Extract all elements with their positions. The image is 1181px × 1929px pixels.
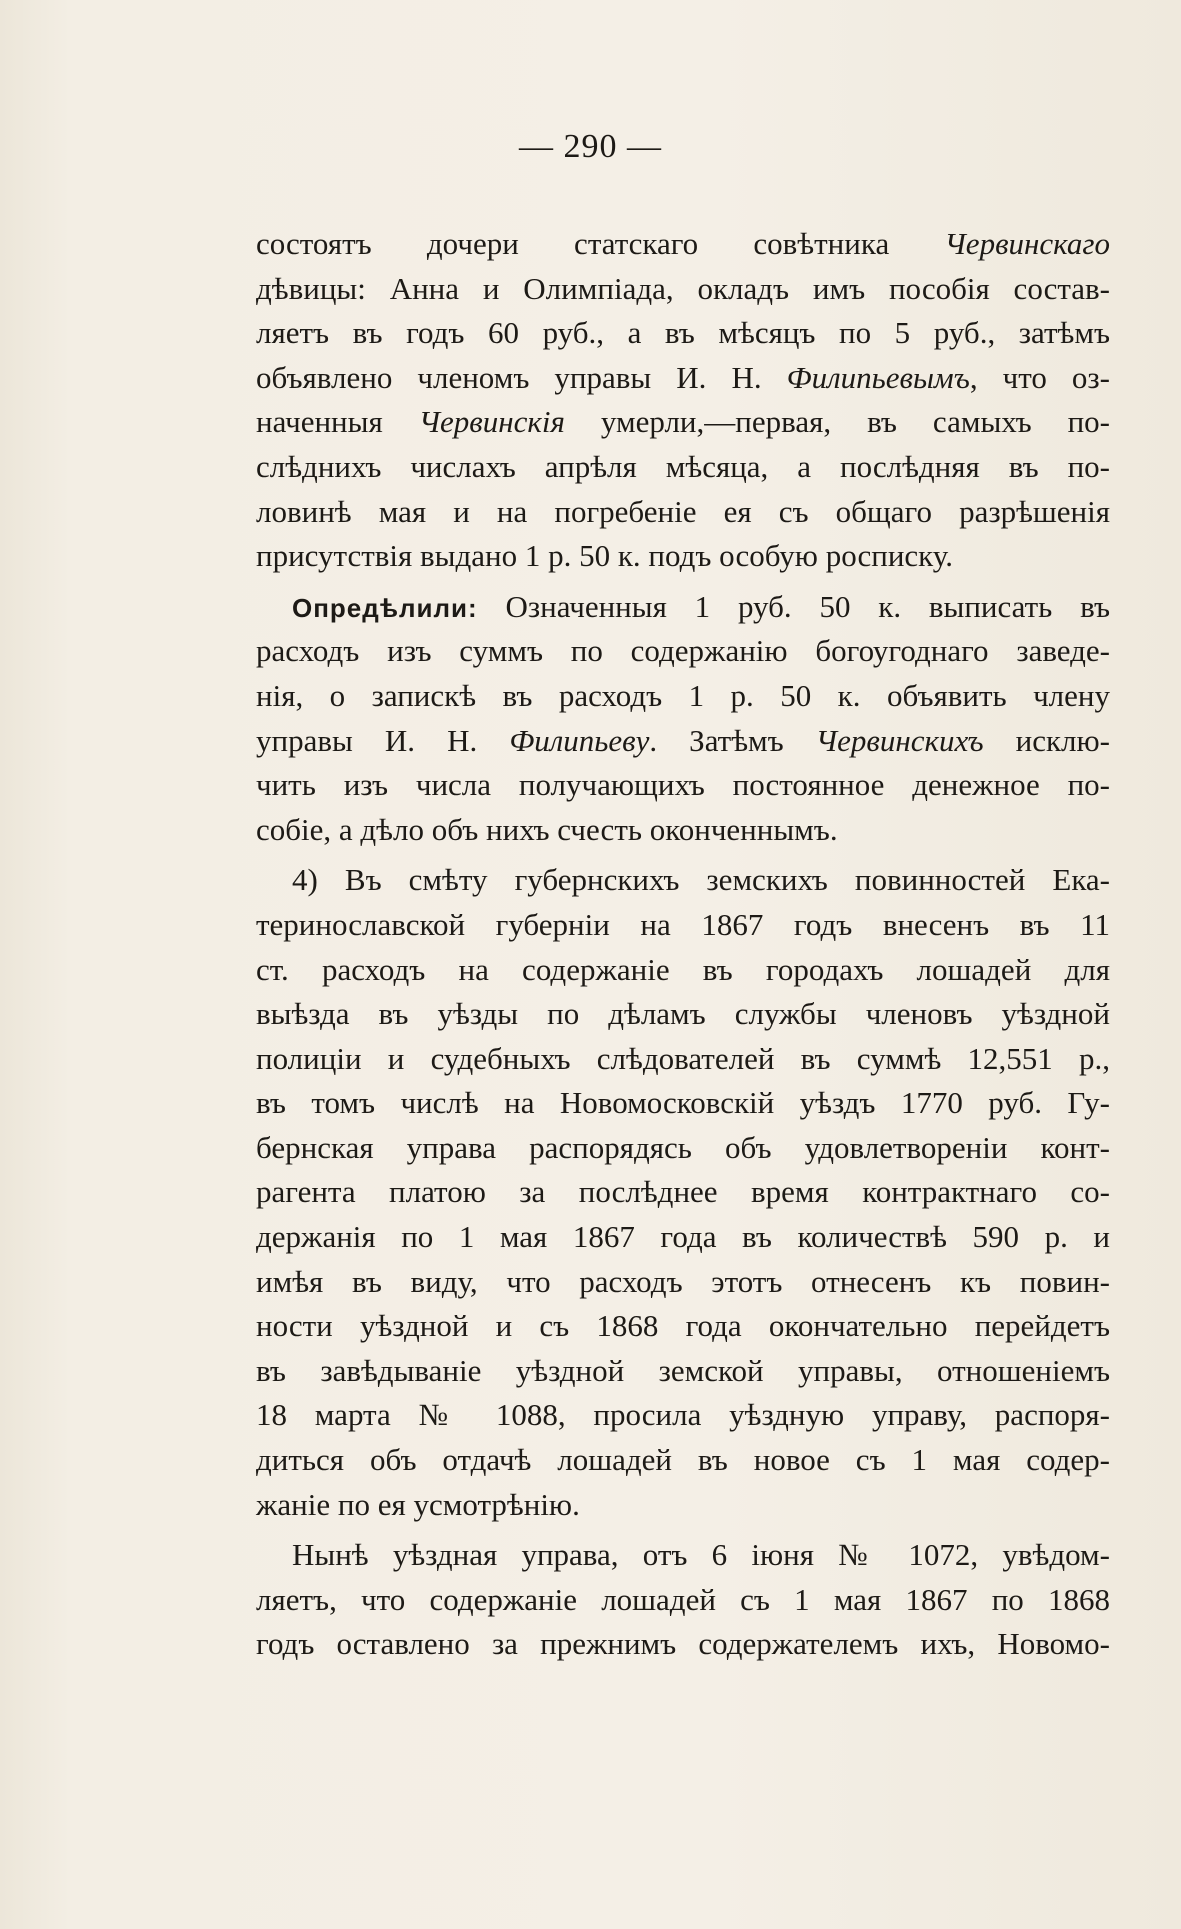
text-line [256,490,1110,535]
italic-name: Червинскія [418,404,565,440]
text-segment: ловинѣ мая и на погребеніе ея съ общаго разрѣшенія [256,493,1110,529]
page-number: — 290 — [519,128,662,165]
text-line [256,1533,1110,1578]
text-line [256,1215,1110,1260]
text-line [256,719,1110,764]
text-line [256,674,1110,719]
text-segment: бернская управа распорядясь объ удовлетвореніи конт- [256,1129,1110,1165]
text-line [256,1438,1110,1483]
text-segment: расходъ изъ суммъ по содержанію богоугоднаго заведе- [256,633,1110,669]
text-line [256,445,1110,490]
text-segment: жаніе по ея усмотрѣнію. [256,1486,580,1522]
text-segment: выѣзда въ уѣзды по дѣламъ службы членовъ уѣздной [256,996,1110,1032]
text-segment: полиціи и судебныхъ слѣдователей въ суммѣ 12,551 р., [256,1040,1110,1076]
text-segment: дѣвицы: Анна и Олимпіада, окладъ имъ пособія состав- [256,270,1110,306]
text-segment: ляетъ въ годъ 60 руб., а въ мѣсяцъ по 5 руб., затѣмъ [256,315,1110,351]
text-line [256,267,1110,312]
text-segment: держанія по 1 мая 1867 года въ количествѣ 590 р. и [256,1219,1110,1255]
text-line [256,808,1110,853]
text-line [256,1037,1110,1082]
text-segment: присутствія выдано 1 р. 50 к. подъ особую росписку. [256,538,953,574]
text-segment: собіе, а дѣло объ нихъ счесть оконченнымъ. [256,811,838,847]
text-segment: умерли,—первая, въ самыхъ по- [564,404,1110,440]
italic-name: Червинскаго [944,226,1110,261]
text-segment: ляетъ, что содержаніе лошадей съ 1 мая 1867 по 1868 [256,1581,1110,1617]
italic-name: Филипьеву [509,722,650,758]
text-segment: годъ оставлено за прежнимъ содержателемъ ихъ, Новомо- [256,1626,1110,1662]
text-line [256,1393,1110,1438]
text-segment: Означенныя 1 руб. 50 к. выписать въ [477,588,1110,624]
text-line [256,534,1110,579]
text-line [256,1349,1110,1394]
italic-name: Филипьевымъ [786,359,970,395]
text-line [256,1170,1110,1215]
text-segment: состоятъ дочери статскаго совѣтника [256,226,945,261]
body-text [256,222,1110,1667]
text-segment: ст. расходъ на содержаніе въ городахъ лошадей для [256,951,1110,987]
text-line [256,858,1110,903]
text-line [256,1578,1110,1623]
text-segment: ности уѣздной и съ 1868 года окончательно перейдетъ [256,1308,1110,1344]
text-segment: , что оз- [969,359,1110,395]
text-segment: въ томъ числѣ на Новомосковскій уѣздъ 1770 руб. Гу- [256,1085,1110,1121]
text-line [256,1260,1110,1305]
spaced-heading: Опредѣлили: [292,592,478,623]
text-segment: въ завѣдываніе уѣздной земской управы, отношеніемъ [256,1352,1110,1388]
text-segment: . Затѣмъ [649,722,816,758]
text-segment: чить изъ числа получающихъ постоянное денежное по- [256,767,1110,803]
text-line [256,948,1110,993]
text-line [256,763,1110,808]
text-line [256,992,1110,1037]
text-line [256,311,1110,356]
text-segment: Нынѣ уѣздная управа, отъ 6 іюня № 1072, увѣдом- [292,1537,1110,1573]
text-segment: теринославской губерніи на 1867 годъ внесенъ въ 11 [256,906,1110,942]
text-line [256,629,1110,674]
text-line [256,222,1110,267]
text-segment: 18 марта № 1088, просила уѣздную управу, распоря- [256,1397,1110,1433]
text-line [256,356,1110,401]
text-segment: исклю- [983,722,1110,758]
text-segment: нія, о запискѣ въ расходъ 1 р. 50 к. объявить члену [256,677,1110,713]
text-segment: диться объ отдачѣ лошадей въ новое съ 1 мая содер- [256,1442,1110,1478]
text-line [256,585,1110,630]
text-segment: 4) Въ смѣту губернскихъ земскихъ повинностей Ека- [292,862,1110,898]
text-segment: имѣя въ виду, что расходъ этотъ отнесенъ къ повин- [256,1263,1110,1299]
text-line [256,903,1110,948]
text-line [256,1483,1110,1528]
text-line [256,1622,1110,1667]
text-segment: наченныя [256,404,419,440]
italic-name: Червинскихъ [815,722,984,758]
text-segment: управы И. Н. [256,722,510,758]
text-line [256,1304,1110,1349]
text-segment: объявлено членомъ управы И. Н. [256,359,787,395]
text-line [256,400,1110,445]
text-line [256,1126,1110,1171]
text-segment: слѣднихъ числахъ апрѣля мѣсяца, а послѣдняя въ по- [256,448,1110,484]
text-line [256,1081,1110,1126]
text-segment: рагента платою за послѣднее время контрактнаго со- [256,1174,1110,1210]
